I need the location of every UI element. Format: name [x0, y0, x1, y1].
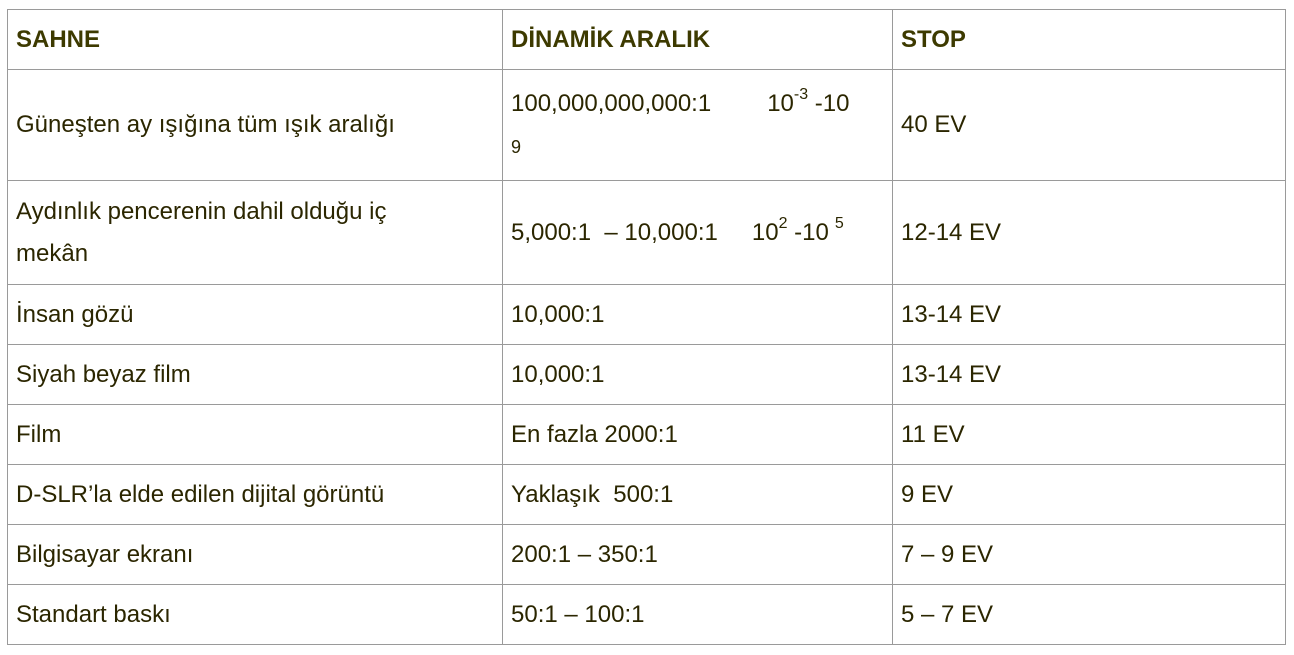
power-exponent: 2	[778, 214, 788, 232]
scene-line: mekân	[16, 239, 89, 267]
range-ratio: 100,000,000,000:1	[511, 90, 712, 117]
header-stop: STOP	[893, 10, 1286, 70]
range-power	[767, 83, 849, 125]
cell-scene: Güneşten ay ışığına tüm ışık aralığı	[8, 70, 503, 181]
power-base: 10	[767, 90, 794, 117]
cell-range	[503, 70, 893, 181]
cell-range	[503, 181, 893, 285]
table-header-row	[8, 10, 1286, 70]
power-exponent: 5	[834, 214, 844, 232]
cell-range: 10,000:1	[503, 345, 893, 405]
table-row	[8, 345, 1286, 405]
cell-stop: 5 – 7 EV	[893, 585, 1286, 645]
cell-scene	[8, 181, 503, 285]
table-row	[8, 405, 1286, 465]
power-exponent-wrapped: 9	[511, 137, 522, 157]
power-separator: -10	[787, 218, 829, 246]
cell-scene: Standart baskı	[8, 585, 503, 645]
range-power	[752, 212, 844, 254]
range-ratio: 5,000:1 – 10,000:1	[511, 218, 718, 246]
cell-scene: Film	[8, 405, 503, 465]
power-separator: -10	[808, 90, 850, 117]
power-base: 10	[751, 218, 779, 246]
cell-stop: 13-14 EV	[893, 345, 1286, 405]
cell-scene: Siyah beyaz film	[8, 345, 503, 405]
scene-line: Aydınlık pencerenin dahil olduğu iç	[16, 197, 387, 225]
cell-scene: İnsan gözü	[8, 285, 503, 345]
cell-scene: D-SLR’la elde edilen dijital görüntü	[8, 465, 503, 525]
cell-stop: 9 EV	[893, 465, 1286, 525]
dynamic-range-table	[7, 9, 1286, 645]
cell-range: 50:1 – 100:1	[503, 585, 893, 645]
header-dynamic-range: DİNAMİK ARALIK	[503, 10, 893, 70]
table-row	[8, 181, 1286, 285]
table-row	[8, 285, 1286, 345]
cell-stop: 40 EV	[893, 70, 1286, 181]
table-row	[8, 525, 1286, 585]
cell-stop: 11 EV	[893, 405, 1286, 465]
power-exponent: -3	[793, 86, 809, 103]
cell-range: 200:1 – 350:1	[503, 525, 893, 585]
table-row	[8, 465, 1286, 525]
cell-stop: 12-14 EV	[893, 181, 1286, 285]
header-scene: SAHNE	[8, 10, 503, 70]
cell-range: Yaklaşık 500:1	[503, 465, 893, 525]
table-row	[8, 70, 1286, 181]
cell-stop: 13-14 EV	[893, 285, 1286, 345]
cell-scene: Bilgisayar ekranı	[8, 525, 503, 585]
cell-range: 10,000:1	[503, 285, 893, 345]
table-row	[8, 585, 1286, 645]
cell-stop: 7 – 9 EV	[893, 525, 1286, 585]
cell-range: En fazla 2000:1	[503, 405, 893, 465]
